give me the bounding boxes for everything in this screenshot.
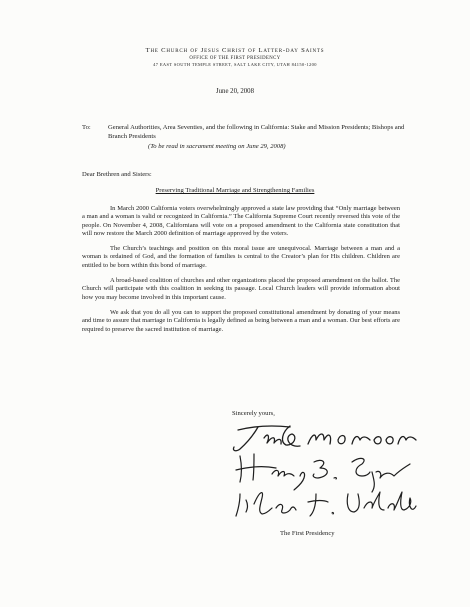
recipients-text: General Authorities, Area Seventies, and the following in California: Stake and Mission Presidents; Bishops and Branch Presidents bbox=[108, 124, 405, 140]
letter-body bbox=[82, 205, 400, 341]
letterhead-office: OFFICE OF THE FIRST PRESIDENCY bbox=[189, 56, 281, 61]
signature-dieter-f-uchtdorf bbox=[236, 492, 416, 516]
to-label: To: bbox=[82, 124, 91, 131]
signature-thomas-s-monson bbox=[233, 426, 416, 451]
letter-subject: Preserving Traditional Marriage and Strengthening Families bbox=[155, 187, 315, 194]
recipients-block bbox=[82, 124, 408, 151]
salutation: Dear Brethren and Sisters: bbox=[82, 171, 152, 178]
letter-date: June 20, 2008 bbox=[216, 88, 254, 95]
reading-instruction: (To be read in sacrament meeting on June 29, 2008) bbox=[148, 142, 286, 150]
body-paragraph: In March 2000 California voters overwhelmingly approved a state law providing that “Only marriage between a man and a woman is valid or recognized in California.” The California Supreme Court recently reversed this vote of the people. On November 4, 2008, Californians will vote on a proposed amendment to the California state constitution that will now restore the March 2000 definition of marriage approved by the voters. bbox=[82, 205, 400, 237]
signoff-first-presidency: The First Presidency bbox=[280, 530, 335, 537]
letterhead-address: 47 EAST SOUTH TEMPLE STREET, SALT LAKE CITY, UTAH 84150-1200 bbox=[153, 62, 317, 67]
body-paragraph: The Church’s teachings and position on this moral issue are unequivocal. Marriage between a man and a woman is ordained of God, and the formation of families is central to the Creator’s plan for His children. Children are entitled to be born within this bond of marriage. bbox=[82, 245, 400, 269]
body-paragraph: A broad-based coalition of churches and other organizations placed the proposed amendment on the ballot. The Church will participate with this coalition in seeking its passage. Local Church leaders will provide information about how you may become involved in this important cause. bbox=[82, 277, 400, 301]
closing: Sincerely yours, bbox=[232, 410, 275, 417]
letterhead bbox=[0, 46, 470, 68]
body-paragraph: We ask that you do all you can to support the proposed constitutional amendment by donating of your means and time to assure that marriage in California is legally defined as being between a man and a woman. Our best efforts are required to preserve the sacred institution of marriage. bbox=[82, 308, 400, 333]
letterhead-church-name: The Church of Jesus Christ of Latter-day Saints bbox=[145, 47, 325, 54]
signatures bbox=[224, 418, 424, 520]
signature-henry-b-eyring bbox=[236, 454, 410, 492]
